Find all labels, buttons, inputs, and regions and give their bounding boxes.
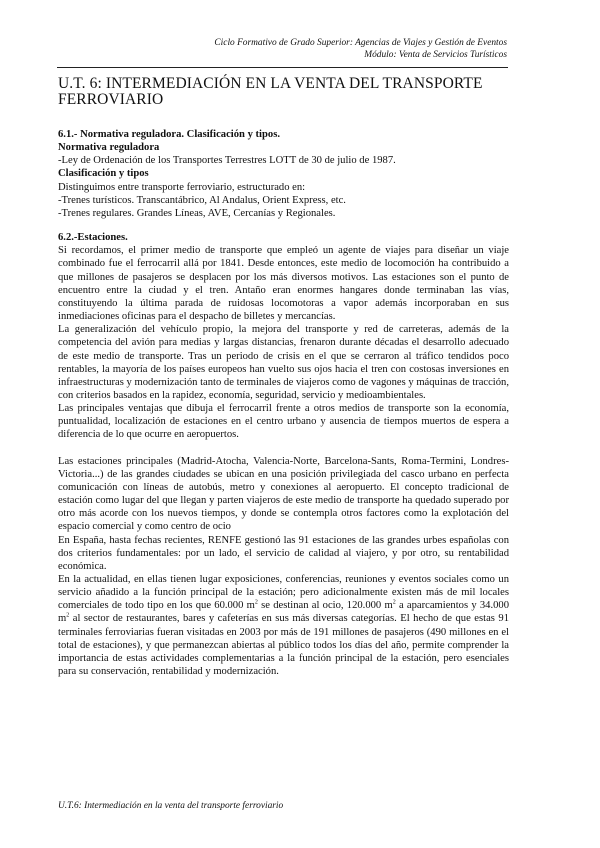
title-divider [57, 67, 508, 68]
text-run: a aparcamientos y 34.000 m [58, 600, 509, 625]
list-item: -Trenes turísticos. Transcantábrico, Al Andalus, Orient Express, etc. [58, 194, 346, 206]
section-heading: 6.2.-Estaciones. [58, 232, 128, 244]
document-body [58, 128, 509, 678]
paragraph: Distinguimos entre transporte ferroviario, estructurado en: [58, 181, 306, 193]
paragraph: Si recordamos, el primer medio de transporte que empleó un agente de viajes para diseñar un viaje combinado fue el ferrocarril allá por 1841. Desde entonces, este medio de locomoción ha contribuido a que millones de pasajeros se desplacen por los más diversos motivos. Las estaciones son el punto de encuentro entre la ciudad y el tren. Antaño eran enormes hangares donde terminaban las vías, constituyendo la última parada de ruidosas locomotoras a vapor además incorporaban en sus inmediaciones oficinas para el despacho de billetes y mercancías. [58, 245, 509, 323]
text-run: al sector de restaurantes, bares y cafeterías en sus más diversas categorías. El hecho de que estas 91 terminales ferroviarias fueran visitadas en 2003 por más de 191 millones de pasajeros (490 millones en el total de estaciones), y que permanezcan abiertas al público todos los días del año, permite comprender la importancia de estas actividades complementarias a la función principal de la estación, pero esenciales para su conservación, rentabilidad y modernización. [58, 613, 509, 678]
page-title: U.T. 6: INTERMEDIACIÓN EN LA VENTA DEL TRANSPORTE FERROVIARIO [58, 75, 483, 108]
list-item: -Trenes regulares. Grandes Líneas, AVE, Cercanías y Regionales. [58, 207, 336, 219]
page-footer: U.T.6: Intermediación en la venta del transporte ferroviario [58, 801, 284, 811]
text-run: En la actualidad, en ellas tienen lugar exposiciones, conferencias, reuniones y eventos sociales como un servicio añadido a la función principal de la estación; pero adicionalmente existen más de mil locales comerciales de todo tipo en los que 60.000 m [58, 574, 509, 612]
text-run: se destinan al ocio, 120.000 m [257, 600, 393, 612]
page-header [214, 37, 507, 61]
paragraph: En España, hasta fechas recientes, RENFE gestionó las 91 estaciones de las grandes urbes españolas con dos criterios fundamentales: por un lado, el servicio de calidad al viajero, y por otro, su rentabilidad económica. [58, 534, 509, 572]
paragraph: Las estaciones principales (Madrid-Atocha, Valencia-Norte, Barcelona-Sants, Roma-Termini, Londres-Victoria...) de las grandes ciudades se ubican en una posición privilegiada del casco urbano en perfecta comunicación con líneas de autobús, metro y conexiones al aeropuerto. El concepto tradicional de estación como lugar del que llegan y parten viajeros de este medio de transporte ha quedado superado por otro más acorde con los nuevos tiempos, y donde se contempla otros factores como la explotación del espacio comercial y como centro de ocio [58, 455, 509, 533]
subsection-heading: Clasificación y tipos [58, 168, 149, 180]
superscript: 2 [392, 599, 396, 606]
paragraph [58, 573, 509, 678]
subsection-heading: Normativa reguladora [58, 142, 160, 154]
header-module: Módulo: Venta de Servicios Turísticos [364, 50, 507, 60]
section-heading: 6.1.- Normativa reguladora. Clasificación y tipos. [58, 129, 280, 140]
superscript: 2 [66, 612, 70, 619]
paragraph: La generalización del vehículo propio, la mejora del transporte y red de carreteras, además de la competencia del avión para medias y largas distancias, frenaron durante décadas el desarrollo adecuado de este medio de transporte. Tras un periodo de crisis en el que se cerraron al tráfico tendidos poco rentables, la mayoría de los países europeos han vuelto sus ojos hacia el tren con costosas inversiones en infraestructuras y modernización tanto de terminales de viajeros como de vagones y máquinas de tracción, con criterios basados en la rapidez, economía, seguridad, servicio y medioambientales. [58, 324, 509, 401]
superscript: 2 [254, 599, 258, 606]
paragraph: -Ley de Ordenación de los Transportes Terrestres LOTT de 30 de julio de 1987. [58, 155, 396, 167]
paragraph: Las principales ventajas que dibuja el ferrocarril frente a otros medios de transporte son la economía, puntualidad, localización de estaciones en el centro urbano y ausencia de tiempos muertos de espera a diferencia de lo que ocurre en aeropuertos. [58, 403, 509, 441]
header-course: Ciclo Formativo de Grado Superior: Agencias de Viajes y Gestión de Eventos [214, 38, 507, 48]
